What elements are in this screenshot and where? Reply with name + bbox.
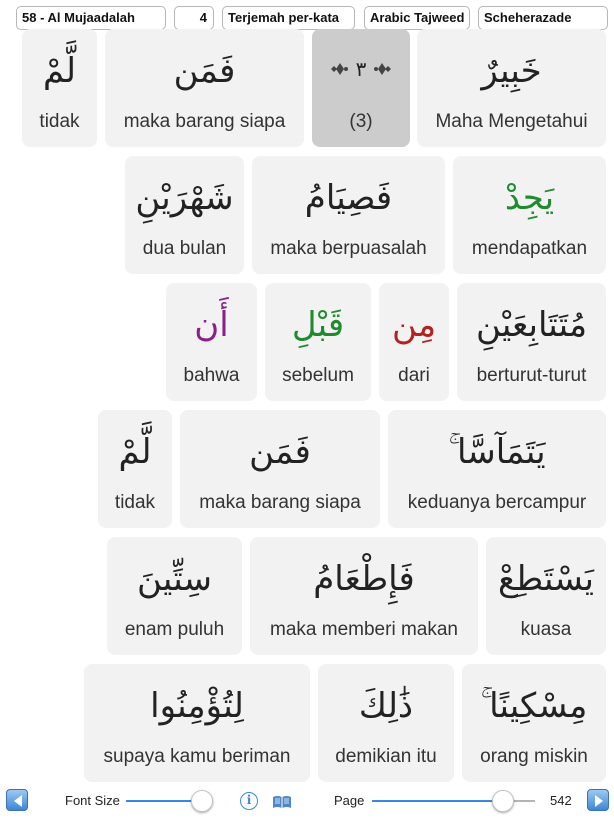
arabic-word: مُتَتَابِعَيْنِ: [475, 305, 588, 345]
word-cell[interactable]: [180, 410, 380, 528]
ayah-end-marker: [312, 51, 410, 87]
ayah-selector[interactable]: [174, 6, 214, 30]
word-translation: supaya kamu beriman: [103, 746, 291, 767]
word-cell[interactable]: [388, 410, 606, 528]
word-translation: kuasa: [520, 619, 572, 640]
ayah-marker-cell[interactable]: [312, 29, 410, 147]
word-cell[interactable]: [453, 156, 606, 274]
arabic-word: فَإِطْعَامُ: [313, 559, 415, 599]
word-translation: dua bulan: [142, 238, 227, 259]
ayah-number: 4: [199, 10, 207, 25]
prev-page-button[interactable]: [6, 789, 28, 811]
info-icon[interactable]: i: [240, 792, 258, 810]
arrow-left-icon: [12, 794, 24, 808]
font-size-slider-thumb[interactable]: [191, 790, 213, 812]
font-size-slider[interactable]: [126, 785, 223, 819]
word-translation: berturut-turut: [476, 365, 587, 386]
arabic-word: لَّمْ: [118, 432, 152, 472]
arrow-right-icon: [593, 794, 605, 808]
word-cell[interactable]: [379, 283, 449, 401]
word-cell[interactable]: [462, 664, 606, 782]
word-translation: tidak: [39, 111, 80, 132]
translation-selector[interactable]: Terjemah per-kata: [222, 6, 355, 30]
word-cell[interactable]: [265, 283, 371, 401]
word-cell[interactable]: [22, 29, 97, 147]
word-translation: sebelum: [282, 365, 354, 386]
word-translation: maka barang siapa: [123, 111, 286, 132]
word-cell[interactable]: [105, 29, 304, 147]
word-cell[interactable]: [250, 537, 478, 655]
book-icon[interactable]: [272, 794, 292, 808]
font-size-label: Font Size: [65, 793, 120, 808]
ayah-number-label: (3): [349, 111, 373, 132]
script-selector[interactable]: Arabic Tajweed: [364, 6, 470, 30]
word-cell[interactable]: [107, 537, 242, 655]
word-translation: tidak: [114, 492, 156, 513]
word-translation: maka berpuasalah: [270, 238, 427, 259]
word-translation: Maha Mengetahui: [435, 111, 588, 132]
arabic-word: مِن: [391, 305, 437, 345]
arabic-word: فَمَن: [249, 432, 311, 472]
page-number: 542: [550, 793, 572, 808]
word-translation: enam puluh: [124, 619, 225, 640]
arabic-word: أَن: [194, 305, 229, 345]
arabic-word: سِتِّينَ: [137, 559, 212, 599]
page-slider-thumb[interactable]: [492, 790, 514, 812]
word-translation: maka barang siapa: [199, 492, 361, 513]
word-translation: dari: [398, 365, 430, 386]
next-page-button[interactable]: [587, 789, 609, 811]
font-selector[interactable]: Scheherazade: [478, 6, 608, 30]
arabic-word: يَجِدْ: [504, 178, 555, 218]
arabic-word: شَهْرَيْنِ: [135, 178, 234, 218]
word-translation: mendapatkan: [471, 238, 588, 259]
page-slider[interactable]: [372, 785, 535, 819]
arabic-word: يَتَمَآسَّا ۚ: [448, 432, 546, 472]
arabic-word: فَصِيَامُ: [304, 178, 393, 218]
word-translation: keduanya bercampur: [407, 492, 587, 513]
word-translation: orang miskin: [480, 746, 588, 767]
word-cell[interactable]: [166, 283, 257, 401]
word-translation: bahwa: [183, 365, 240, 386]
word-cell[interactable]: [486, 537, 606, 655]
arabic-word: مِسْكِينًا ۚ: [480, 686, 588, 726]
surah-selector[interactable]: 58 - Al Mujaadalah: [16, 6, 166, 30]
ayah-number-arabic: ٣: [355, 57, 367, 81]
arabic-word: قَبْلِ: [291, 305, 345, 345]
word-cell[interactable]: [318, 664, 454, 782]
page-slider-fill: [372, 800, 503, 802]
word-cell[interactable]: [98, 410, 172, 528]
word-translation: demikian itu: [335, 746, 437, 767]
arabic-word: ذَٰلِكَ: [358, 686, 414, 726]
arabic-word: يَسْتَطِعْ: [497, 559, 595, 599]
word-cell[interactable]: [417, 29, 606, 147]
word-cell[interactable]: [457, 283, 606, 401]
ornament-icon: [326, 54, 396, 84]
arabic-word: فَمَن: [173, 51, 236, 91]
arabic-word: خَبِيرٌ: [481, 51, 542, 91]
word-translation: maka memberi makan: [270, 619, 458, 640]
arabic-word: لِتُؤْمِنُوا: [150, 686, 244, 726]
bottom-toolbar: [0, 785, 614, 819]
page-label: Page: [334, 793, 365, 808]
arabic-word: لَّمْ: [43, 51, 76, 91]
word-cell[interactable]: [125, 156, 244, 274]
word-cell[interactable]: [252, 156, 445, 274]
word-cell[interactable]: [84, 664, 310, 782]
